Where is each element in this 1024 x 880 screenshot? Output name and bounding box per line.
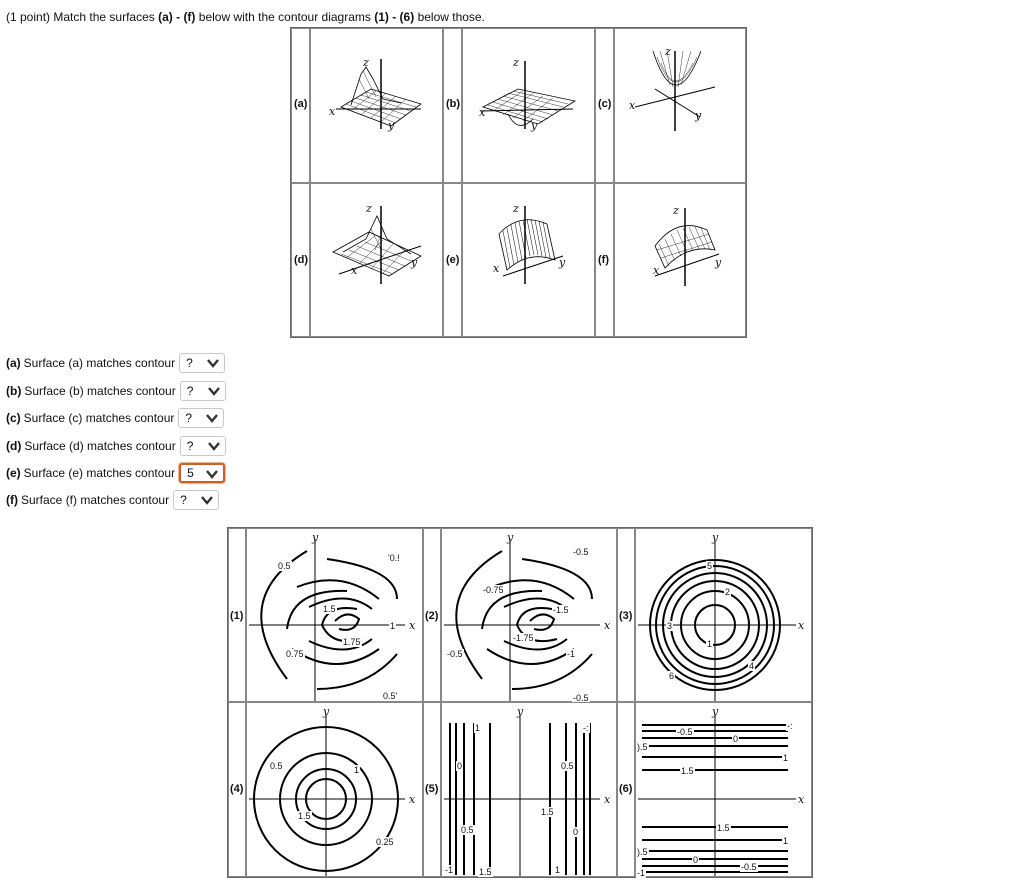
contour-label-4: (4)	[230, 783, 244, 795]
contour-2-image	[442, 529, 618, 703]
surface-plot-e: z x y	[462, 183, 595, 337]
surface-label-c: (c)	[598, 98, 612, 110]
surface-plot-d: z x y	[310, 183, 443, 337]
contour-3-image	[636, 529, 813, 703]
contour-5-image	[442, 703, 618, 878]
chevron-down-icon	[206, 413, 218, 423]
contour-label-6: (6)	[619, 783, 633, 795]
chevron-down-icon	[207, 358, 219, 368]
answer-row-c: (c) Surface (c) matches contour ?	[6, 407, 224, 429]
contour-label-3: (3)	[619, 610, 633, 622]
answer-select-c[interactable]: ?	[178, 408, 224, 428]
chevron-down-icon	[208, 386, 220, 396]
contour-label-2: (2)	[425, 610, 439, 622]
points-label: (1 point)	[6, 10, 51, 24]
answer-select-d[interactable]: ?	[180, 436, 226, 456]
contour-plot-4: y x 0.5 1 1.5 0.25	[246, 702, 423, 877]
contour-plot-6: y x -0.5 -: 0 ).5 1 1.5 1.5 1 ).5 0 -0.5 -1	[635, 702, 812, 877]
answer-select-e[interactable]: 5	[179, 463, 225, 483]
surface-d-image	[311, 184, 444, 338]
surfaces-grid	[290, 27, 747, 338]
contour-plot-1: y x 0.5 '0.! 1.5 1.75 1 0.75 0.5'	[246, 528, 423, 702]
contour-plot-2: y x -0.5 -0.75 -1.5 -1.75 -0.5 -1 -0.5	[441, 528, 617, 702]
chevron-down-icon	[206, 469, 218, 479]
contour-plot-3: y x 5 2 3 1 4 6	[635, 528, 812, 702]
answer-row-d: (d) Surface (d) matches contour ?	[6, 435, 226, 457]
surface-label-e: (e)	[446, 254, 460, 266]
contours-grid	[227, 527, 813, 878]
surface-label-a: (a)	[294, 98, 308, 110]
contour-4-image	[247, 703, 424, 878]
surface-plot-b: z x y	[462, 28, 595, 183]
answer-select-f[interactable]: ?	[173, 490, 219, 510]
surface-label-b: (b)	[446, 98, 461, 110]
answer-row-a: (a) Surface (a) matches contour ?	[6, 352, 225, 374]
question-text: (1 point) Match the surfaces (a) - (f) below with the contour diagrams (1) - (6) below those.	[6, 10, 485, 24]
answer-row-e: (e) Surface (e) matches contour 5	[6, 462, 225, 484]
surface-label-d: (d)	[294, 254, 309, 266]
answer-select-b[interactable]: ?	[180, 381, 226, 401]
contour-label-1: (1)	[230, 610, 244, 622]
contour-label-5: (5)	[425, 783, 439, 795]
chevron-down-icon	[201, 495, 213, 505]
contour-plot-5: y x 1 -: 0 0.5 1.5 0.5 0 -1 1.5 1	[441, 702, 617, 877]
answer-row-b: (b) Surface (b) matches contour ?	[6, 380, 226, 402]
surface-f-image	[615, 184, 747, 338]
answer-row-f: (f) Surface (f) matches contour ?	[6, 489, 219, 511]
surface-plot-f: z x y	[614, 183, 746, 337]
surface-label-f: (f)	[598, 254, 609, 266]
surface-e-image	[463, 184, 596, 338]
answer-select-a[interactable]: ?	[179, 353, 225, 373]
chevron-down-icon	[208, 441, 220, 451]
surface-plot-a: z x y	[310, 28, 443, 183]
surface-plot-c: z x y	[614, 28, 746, 183]
